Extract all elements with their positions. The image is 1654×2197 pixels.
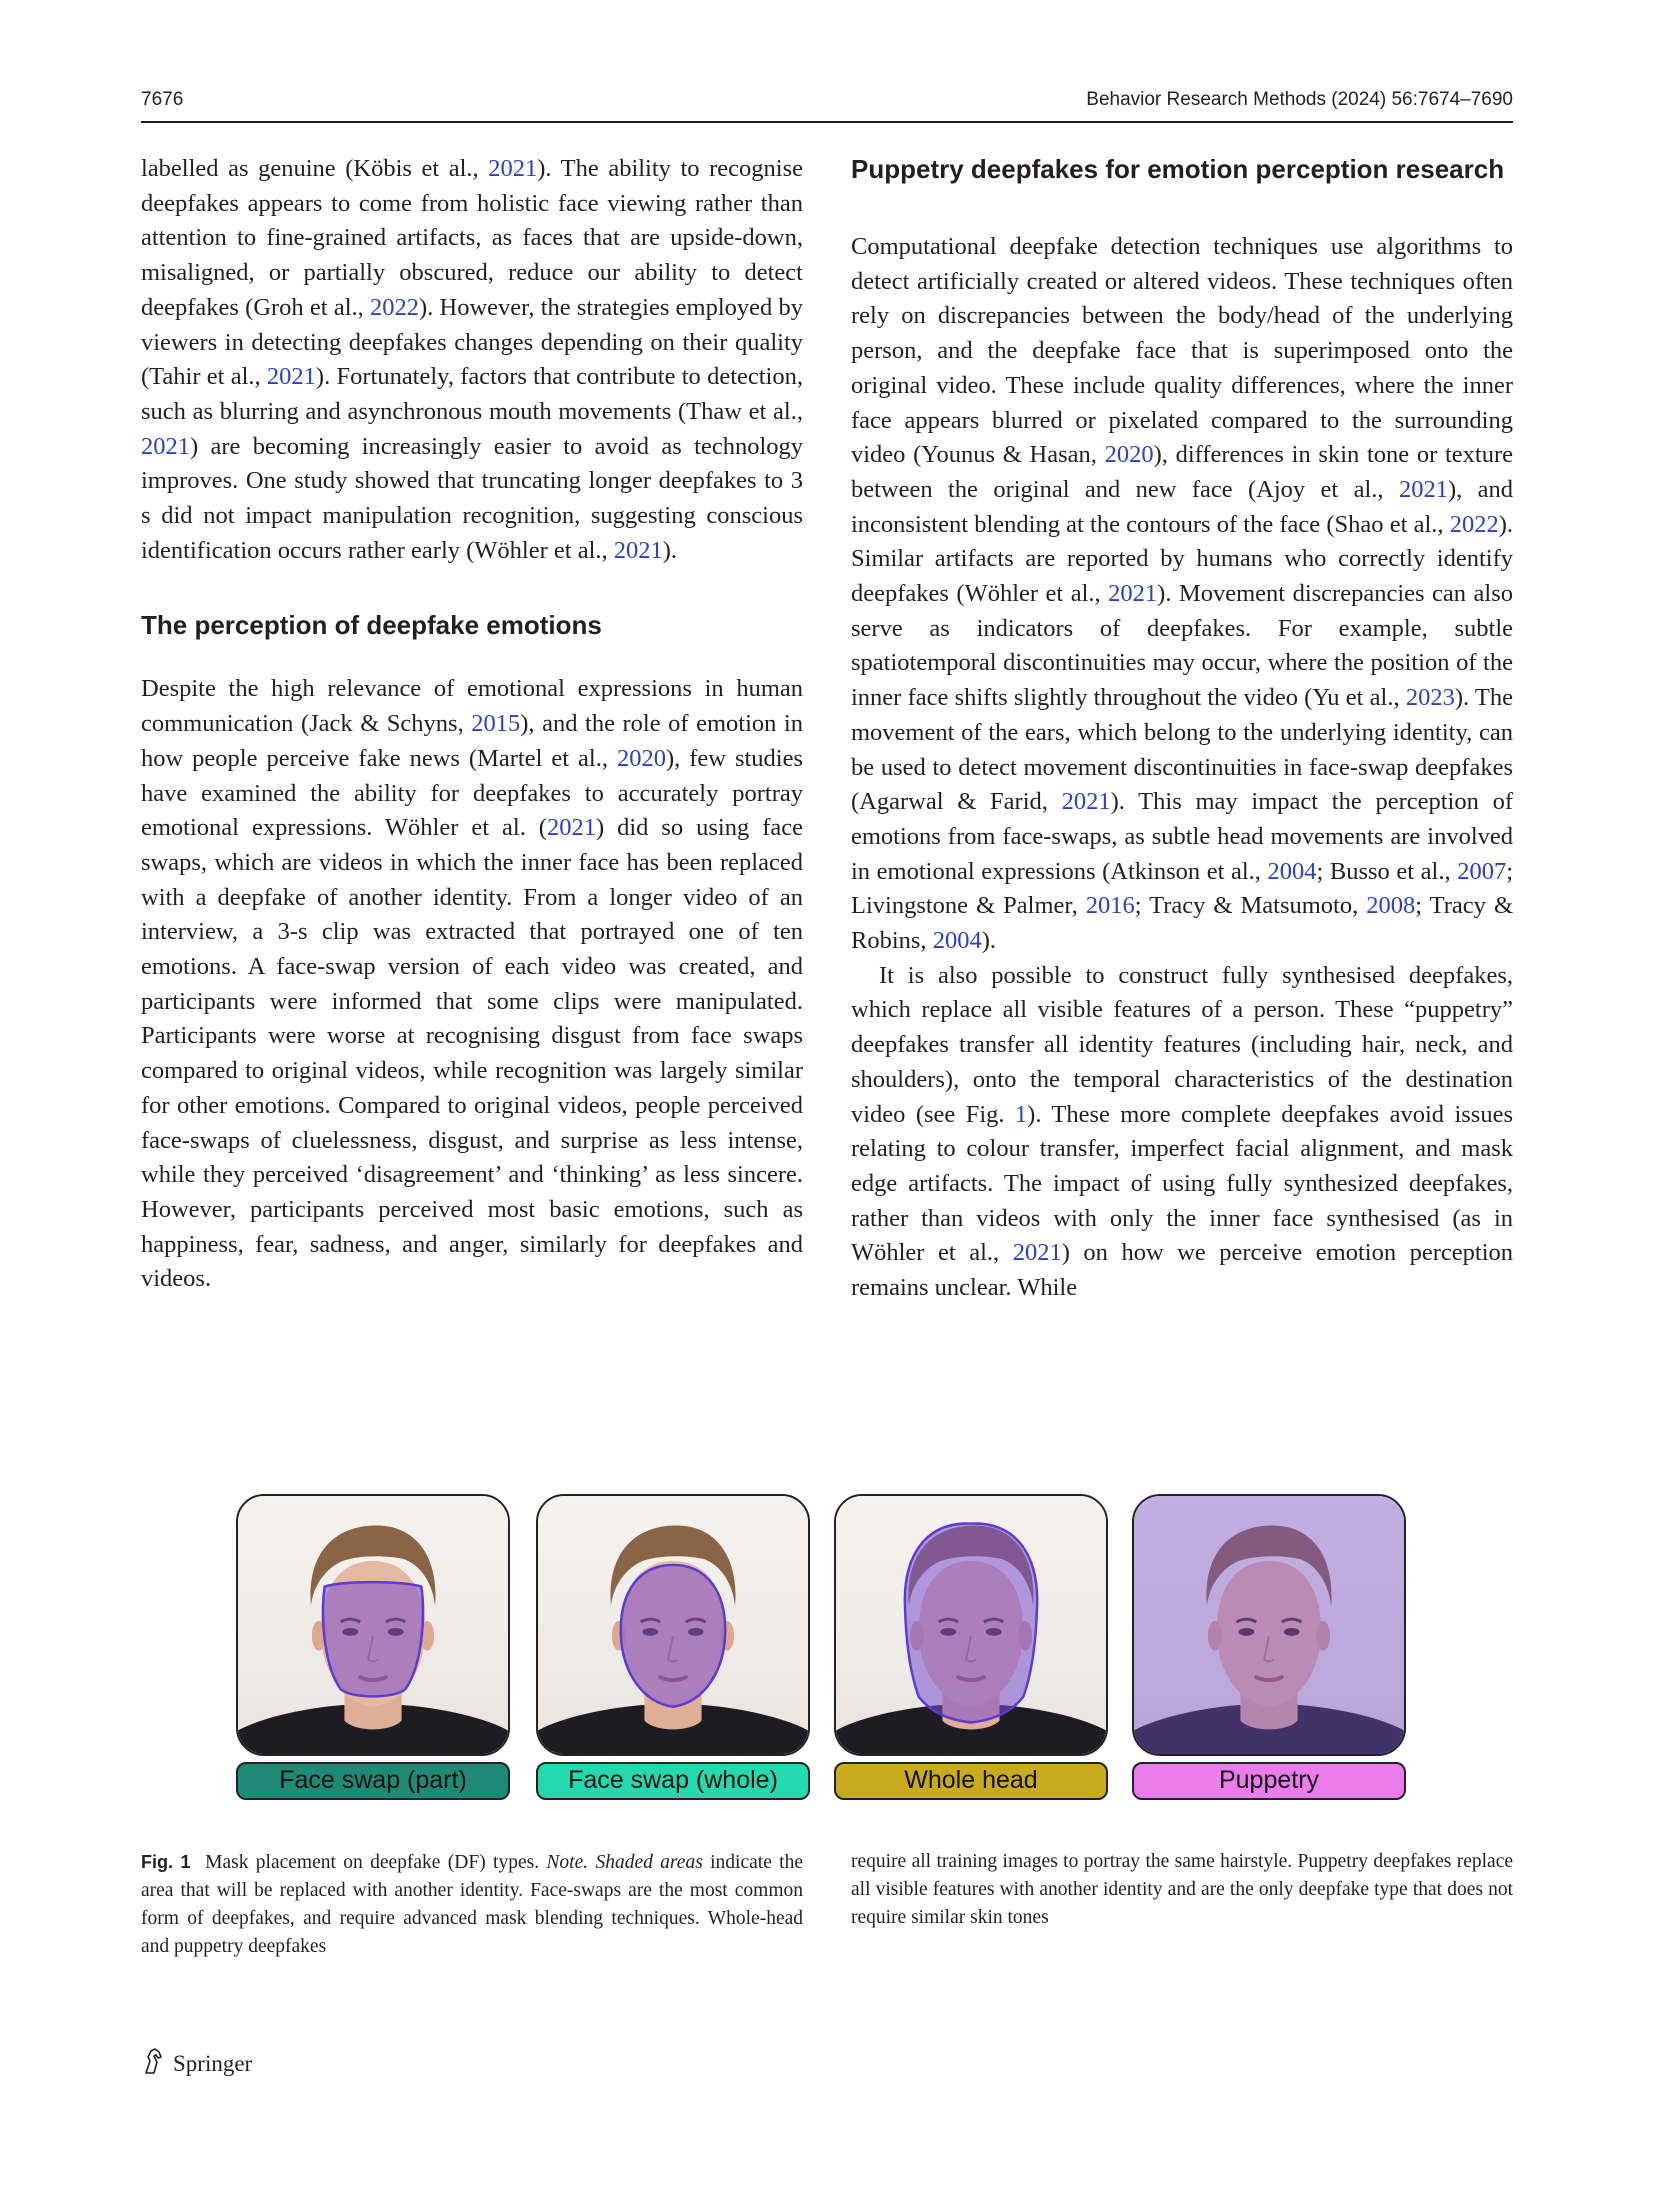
- face-illustration: [538, 1496, 808, 1754]
- paragraph: labelled as genuine (Köbis et al., 2021). The ability to recognise deepfakes appears to come from holistic face viewing rather than attention to fine-grained artifacts, as faces that are upside-down, misaligned, or partially obscured, reduce our ability to detect deepfakes (Groh et al., 2022). However, the strategies employed by viewers in detecting deepfakes changes depending on their quality (Tahir et al., 2021). Fortunately, factors that contribute to detection, such as blurring and asynchronous mouth movements (Thaw et al., 2021) are becoming increasingly easier to avoid as technology improves. One study showed that truncating longer deepfakes to 3 s did not impact manipulation recognition, suggesting conscious identification occurs rather early (Wöhler et al., 2021).: [141, 155, 803, 564]
- face-illustration: [836, 1496, 1106, 1754]
- citation-link[interactable]: 2015: [471, 710, 521, 738]
- citation-link[interactable]: 2004: [932, 927, 982, 955]
- citation-link[interactable]: 2023: [1405, 684, 1455, 712]
- page-header: [141, 89, 1513, 123]
- figure-label: Fig. 1: [141, 1852, 191, 1872]
- face-photo: [536, 1494, 810, 1756]
- panel-label: Face swap (whole): [536, 1762, 810, 1800]
- citation-link[interactable]: 2020: [616, 744, 666, 772]
- face-illustration: [238, 1496, 508, 1754]
- figure-panel: [1132, 1494, 1406, 1794]
- panel-label: Puppetry: [1132, 1762, 1406, 1800]
- citation-link[interactable]: 2021: [488, 155, 538, 182]
- page-number: 7676: [141, 89, 184, 110]
- figure-panel: [834, 1494, 1108, 1794]
- citation-link[interactable]: 2022: [1449, 510, 1499, 538]
- paragraph: Despite the high relevance of emotional expressions in human communication (Jack & Schyns, 2015), and the role of emotion in how people perceive fake news (Martel et al., 2020), few studies have examined the ability for deepfakes to accurately portray emotional expressions. Wöhler et al. (2021) did so using face swaps, which are videos in which the inner face has been replaced with a deepfake of another identity. From a longer video of an interview, a 3-s clip was extracted that portrayed one of ten emotions. A face-swap version of each video was created, and participants were informed that some clips were manipulated. Participants were worse at recognising disgust from face swaps compared to original videos, while recognition was largely similar for other emotions. Compared to original videos, people perceived face-swaps of cluelessness, disgust, and surprise as less intense, while they perceived ‘disagreement’ and ‘thinking’ as less sincere. However, participants perceived most basic emotions, such as happiness, fear, sadness, and anger, similarly for deepfakes and videos.: [141, 675, 803, 1293]
- citation-link[interactable]: 1: [1014, 1100, 1028, 1128]
- citation-link[interactable]: 2004: [1267, 857, 1317, 885]
- face-photo: [1132, 1494, 1406, 1756]
- citation-link[interactable]: 2021: [266, 363, 316, 391]
- citation-link[interactable]: 2022: [370, 293, 420, 321]
- citation-link[interactable]: 2020: [1104, 441, 1154, 469]
- figure-panel: [536, 1494, 810, 1794]
- citation-link[interactable]: 2016: [1085, 892, 1135, 920]
- figure-panel: [236, 1494, 510, 1794]
- citation-link[interactable]: 2021: [141, 432, 190, 460]
- panel-label: Whole head: [834, 1762, 1108, 1800]
- paragraph: It is also possible to construct fully synthesised deepfakes, which replace all visible features of a person. These “puppetry” deepfakes transfer all identity features (including hair, neck, and shoulders), onto the temporal characteristics of the destination video (see Fig. 1). These more complete deepfakes avoid issues relating to colour transfer, imperfect facial alignment, and mask edge artifacts. The impact of using fully synthesized deepfakes, rather than videos with only the inner face synthesised (as in Wöhler et al., 2021) on how we perceive emotion perception remains unclear. While: [851, 961, 1514, 1302]
- figure-1: [236, 1494, 1416, 1806]
- section-heading: The perception of deepfake emotions: [141, 610, 602, 641]
- citation-link[interactable]: 2021: [1061, 788, 1111, 816]
- citation-link[interactable]: 2021: [1398, 475, 1448, 503]
- springer-horse-icon: [141, 2047, 165, 2081]
- right-column: [851, 152, 1513, 1306]
- section-heading: Puppetry deepfakes for emotion perception research: [851, 154, 1505, 184]
- citation-link[interactable]: 2021: [546, 814, 596, 842]
- citation-link[interactable]: 2021: [613, 536, 663, 564]
- citation-link[interactable]: 2021: [1012, 1239, 1062, 1267]
- caption-text: require all training images to portray the same hairstyle. Puppetry deepfakes replace all visible features with another identity and are the only deepfake type that does not require similar skin tones: [851, 1851, 1513, 1928]
- publisher-footer: [141, 2047, 252, 2081]
- face-photo: [236, 1494, 510, 1756]
- figure-caption-right: [851, 1848, 1513, 1932]
- paragraph: Computational deepfake detection techniques use algorithms to detect artificially created or altered videos. These techniques often rely on discrepancies between the body/head of the underlying person, and the deepfake face that is superimposed onto the original video. These include quality differences, where the inner face appears blurred or pixelated compared to the surrounding video (Younus & Hasan, 2020), differences in skin tone or texture between the original and new face (Ajoy et al., 2021), and inconsistent blending at the contours of the face (Shao et al., 2022). Similar artifacts are reported by humans who correctly identify deepfakes (Wöhler et al., 2021). Movement discrepancies can also serve as indicators of deepfakes. For example, subtle spatiotemporal discontinuities may occur, where the position of the inner face shifts slightly throughout the video (Yu et al., 2023). The movement of the ears, which belong to the underlying identity, can be used to detect movement discontinuities in face-swap deepfakes (Agarwal & Farid, 2021). This may impact the perception of emotions from face-swaps, as subtle head movements are involved in emotional expressions (Atkinson et al., 2004; Busso et al., 2007; Livingstone & Palmer, 2016; Tracy & Matsumoto, 2008; Tracy & Robins, 2004).: [851, 233, 1514, 955]
- publisher-name: Springer: [173, 2051, 253, 2076]
- left-column: [141, 152, 803, 1297]
- citation-link[interactable]: 2008: [1366, 892, 1416, 920]
- face-illustration: [1134, 1496, 1404, 1754]
- face-photo: [834, 1494, 1108, 1756]
- caption-text: Mask placement on deepfake (DF) types. Note. Shaded areas indicate the area that will be replaced with another identity. Face-swaps are the most common form of deepfakes, and require advanced mask blending techniques. Whole-head and puppetry deepfakes: [141, 1852, 804, 1957]
- italic-text: Note. Shaded areas: [546, 1852, 703, 1873]
- journal-citation: Behavior Research Methods (2024) 56:7674–7690: [1086, 89, 1513, 110]
- figure-caption-left: [141, 1848, 803, 1961]
- panel-label: Face swap (part): [236, 1762, 510, 1800]
- citation-link[interactable]: 2007: [1457, 857, 1507, 885]
- citation-link[interactable]: 2021: [1108, 580, 1158, 608]
